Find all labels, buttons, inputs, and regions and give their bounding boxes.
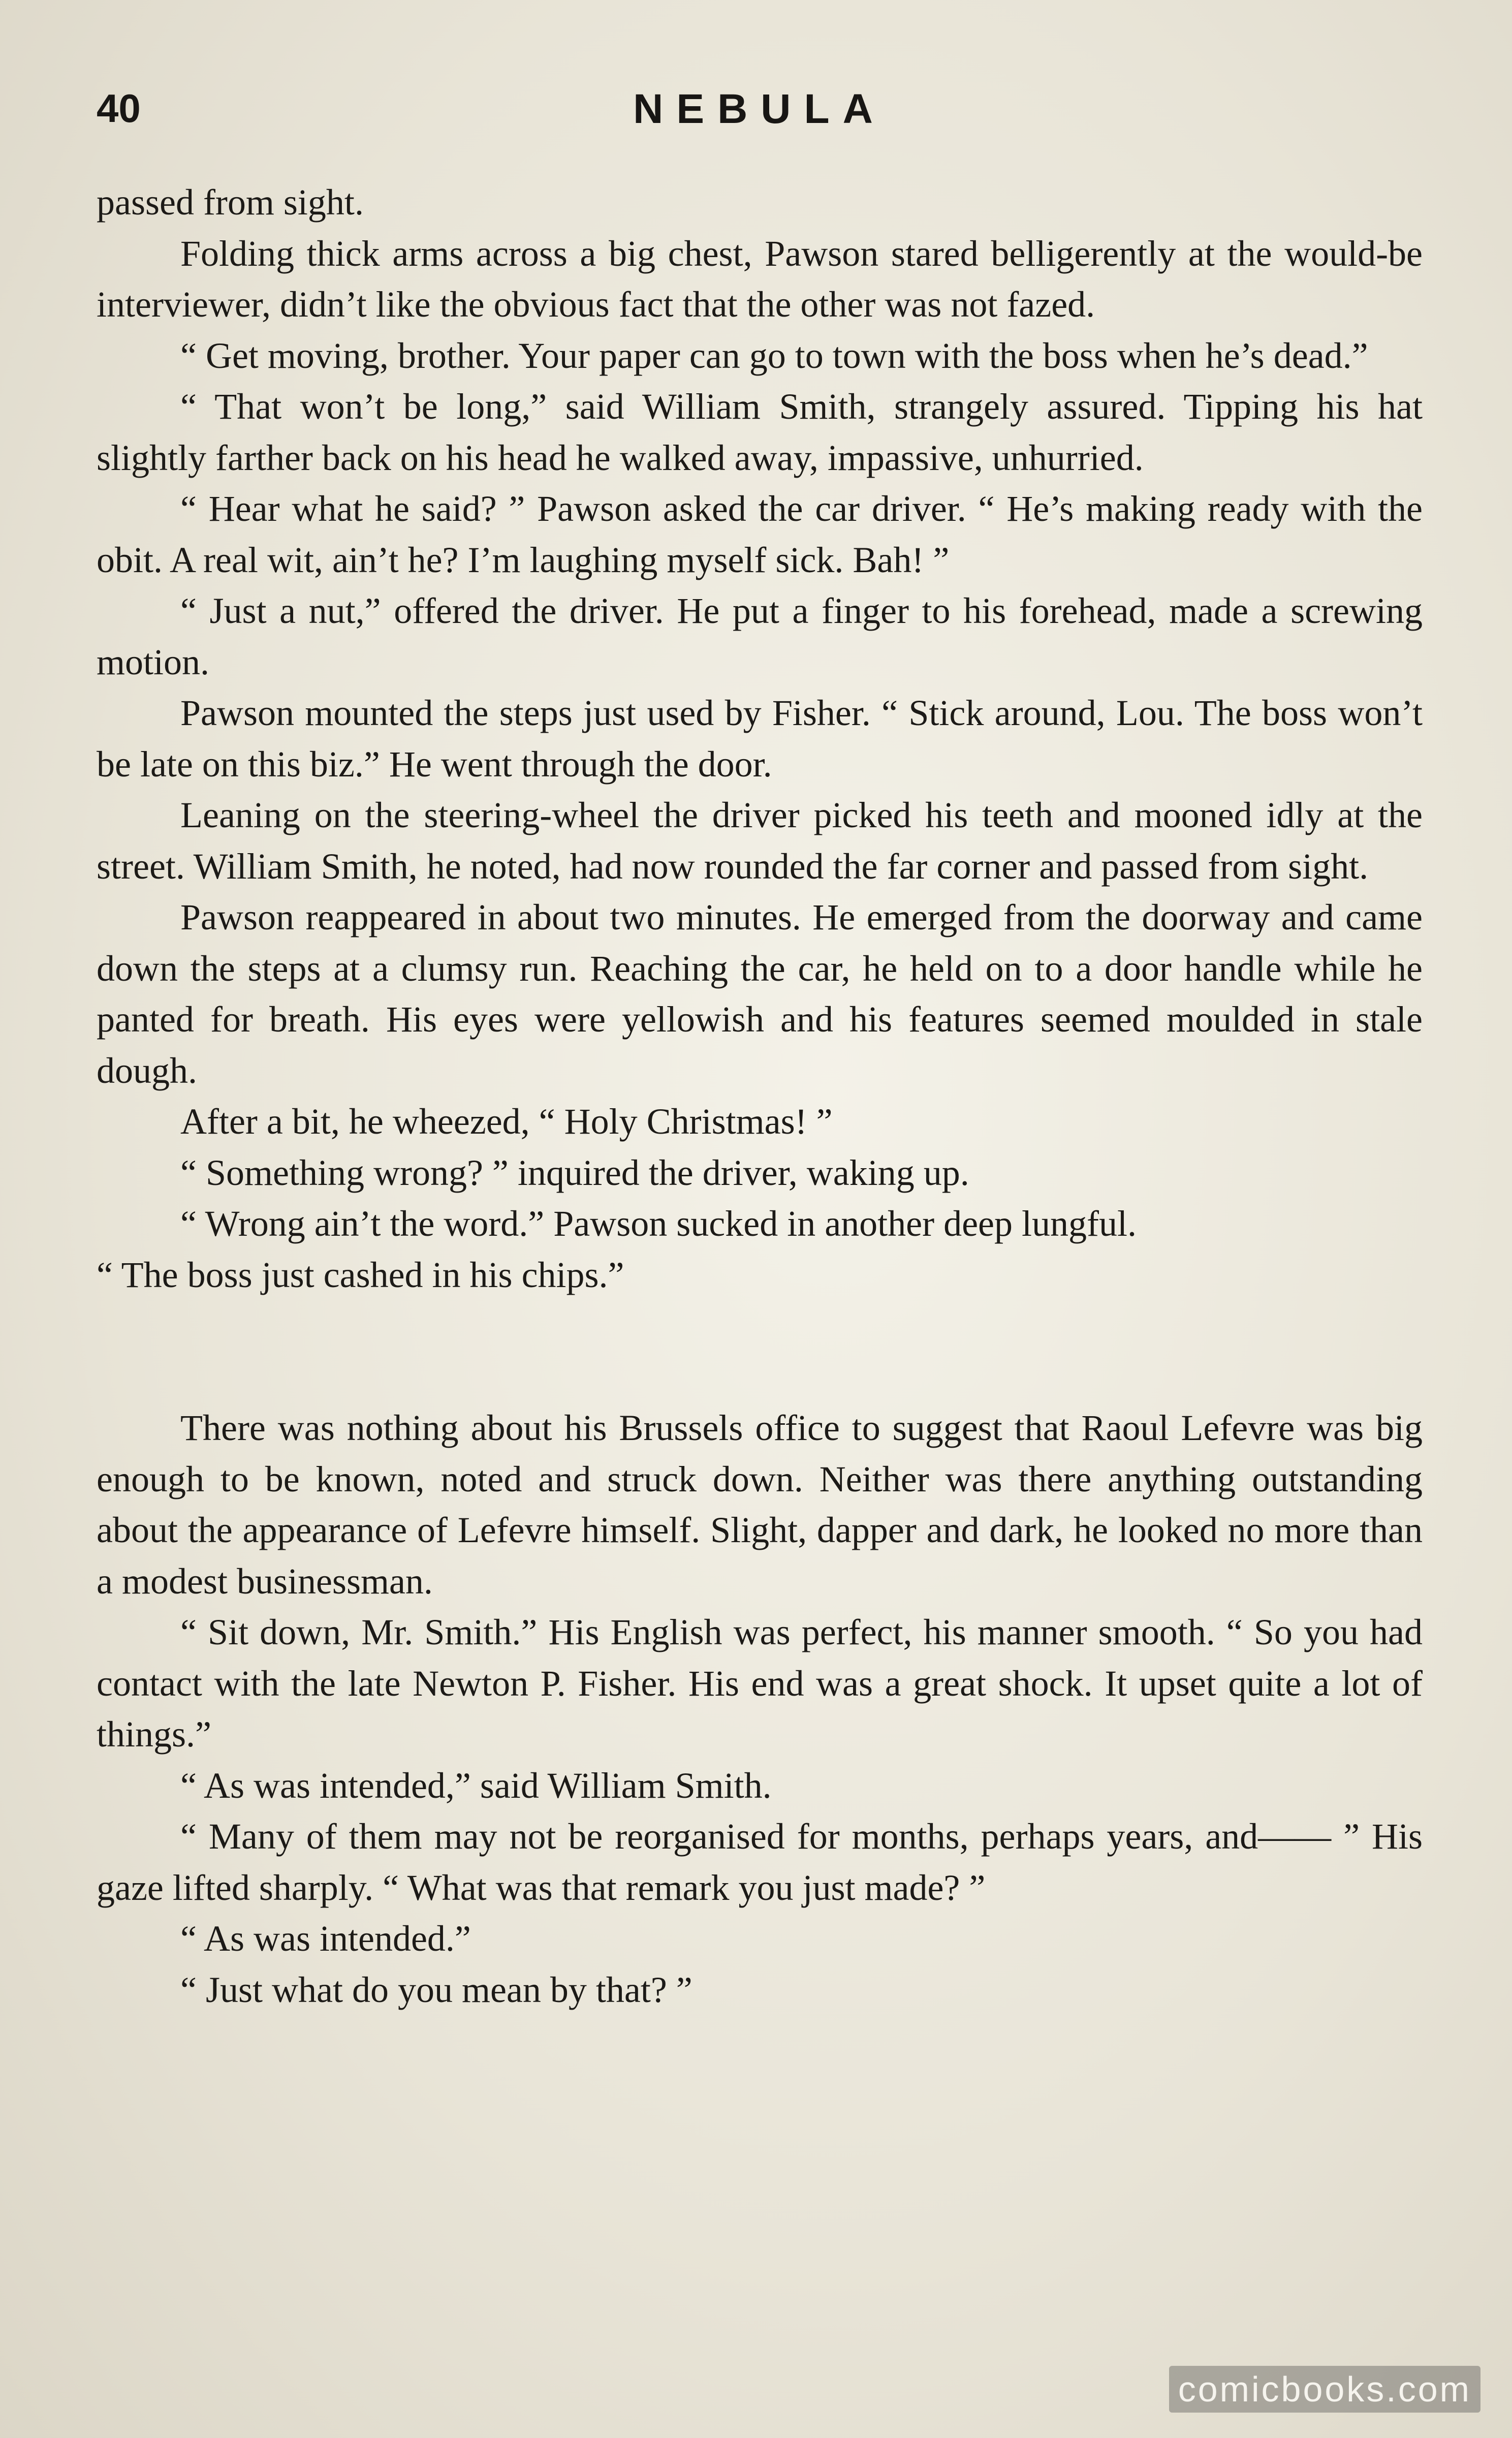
paragraph: “ Hear what he said? ” Pawson asked the car driver. “ He’s making ready with the obit. A real wit, ain’t he? I’m laughing myself sick. Bah! ” (97, 488, 1423, 580)
paragraph: “ Something wrong? ” inquired the driver, waking up. (180, 1152, 969, 1193)
paragraph: Leaning on the steering-wheel the driver picked his teeth and mooned idly at the street. William Smith, he noted, had now rounded the far corner and passed from sight. (97, 795, 1423, 887)
paragraph: “ Wrong ain’t the word.” Pawson sucked in another deep lungful. (180, 1203, 1137, 1244)
page-number: 40 (97, 86, 141, 131)
paragraph: “ As was intended,” said William Smith. (180, 1765, 772, 1806)
paragraph: “ Sit down, Mr. Smith.” His English was perfect, his manner smooth. “ So you had contact with the late Newton P. Fisher. His end was a great shock. It upset quite a lot of things.” (97, 1612, 1423, 1755)
story-text (97, 177, 1423, 2015)
paragraph: “ As was intended.” (180, 1918, 471, 1959)
paragraph: “ Get moving, brother. Your paper can go to town with the boss when he’s dead.” (180, 335, 1368, 376)
paragraph: “ Just a nut,” offered the driver. He put a finger to his forehead, made a screwing motion. (97, 590, 1423, 682)
watermark: comicbooks.com (1169, 2366, 1480, 2413)
paragraph: Pawson mounted the steps just used by Fisher. “ Stick around, Lou. The boss won’t be late on this biz.” He went through the door. (97, 693, 1423, 785)
paragraph: After a bit, he wheezed, “ Holy Christmas! ” (180, 1101, 833, 1142)
paragraph: “ The boss just cashed in his chips.” (97, 1254, 624, 1295)
paragraph: “ That won’t be long,” said William Smith, strangely assured. Tipping his hat slightly farther back on his head he walked away, impassive, unhurried. (97, 386, 1423, 478)
paragraph: Pawson reappeared in about two minutes. He emerged from the doorway and came down the steps at a clumsy run. Reaching the car, he held on to a door handle while he panted for breath. His eyes were yellowish and his features seemed moulded in stale dough. (97, 897, 1423, 1091)
paragraph: “ Just what do you mean by that? ” (180, 1969, 692, 2010)
paragraph: passed from sight. (97, 182, 364, 223)
paragraph: There was nothing about his Brussels office to suggest that Raoul Lefevre was big enough to be known, noted and struck down. Neither was there anything outstanding about the appearance of Lefevre himself. Slight, dapper and dark, he looked no more than a modest businessman. (97, 1408, 1423, 1602)
page-header (97, 76, 1423, 137)
section-break (97, 1300, 1423, 1402)
paragraph: Folding thick arms across a big chest, Pawson stared belligerently at the would-be interviewer, didn’t like the obvious fact that the other was not fazed. (97, 233, 1423, 325)
paragraph: “ Many of them may not be reorganised for months, perhaps years, and—— ” His gaze lifted sharply. “ What was that remark you just made? ” (97, 1816, 1423, 1908)
running-title: NEBULA (633, 86, 886, 132)
